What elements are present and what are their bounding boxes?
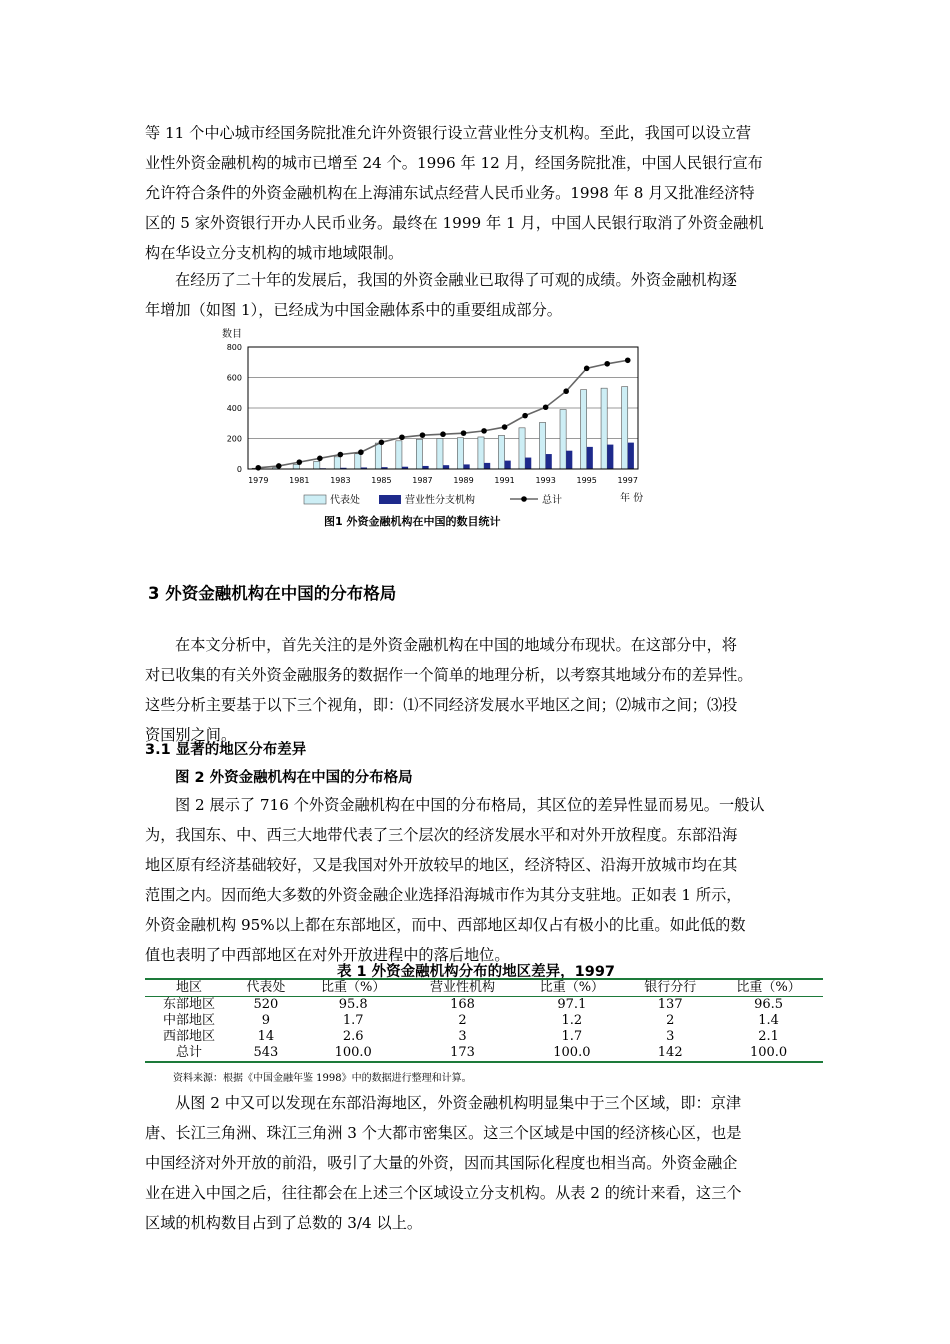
table-cell: 9	[261, 1013, 271, 1028]
chart-x-tick-labels	[248, 476, 638, 485]
chart-x-tick-label: 1979	[248, 476, 269, 485]
chart-y-tick-label: 600	[226, 373, 242, 383]
text-line: 为，我国东、中、西三大地带代表了三个层次的经济发展水平和对外开放程度。东部沿海	[145, 826, 738, 844]
text-line: 这些分析主要基于以下三个视角，即：⑴不同经济发展水平地区之间；⑵城市之间；⑶投	[145, 696, 738, 714]
point-total	[420, 432, 426, 438]
text-line: 图 2 展示了 716 个外资金融机构在中国的分布格局，其区位的差异性显而易见。一般认	[175, 796, 765, 814]
text-line: 年增加（如图 1），已经成为中国金融体系中的重要组成部分。	[145, 301, 562, 319]
table-cell: 95.8	[338, 997, 368, 1012]
legend-label-total: 总计	[542, 495, 562, 506]
point-total	[502, 424, 508, 430]
text-line: 区的 5 家外资银行开办人民币业务。最终在 1999 年 1 月，中国人民银行取消了外资金融机	[145, 214, 764, 232]
chart-x-tick-label: 1995	[576, 476, 597, 485]
point-total	[440, 431, 446, 437]
table-cell: 西部地区	[162, 1029, 215, 1044]
text-line: 外资金融机构 95%以上都在东部地区，而中、西部地区却仅占有极小的比重。如此低的数	[145, 916, 746, 934]
text-line: 在本文分析中，首先关注的是外资金融机构在中国的地域分布现状。在这部分中，将	[175, 636, 737, 654]
table-cell: 142	[626, 1045, 714, 1062]
table-cell: 2	[458, 1013, 467, 1028]
bar-business-branch	[443, 465, 449, 469]
table-header-cell: 比重（%）	[517, 979, 626, 997]
chart-title: 图1 外资金融机构在中国的数目统计	[324, 515, 501, 528]
bar-representative-office	[396, 441, 402, 469]
table-header-cell: 银行分行	[626, 979, 714, 997]
legend-swatch-representative-office	[304, 495, 326, 504]
bar-representative-office	[581, 390, 587, 469]
table-cell: 97.1	[557, 997, 587, 1012]
chart-x-tick-label: 1983	[330, 476, 351, 485]
bar-representative-office	[416, 439, 422, 469]
chart-y-tick-labels	[227, 343, 242, 474]
table-cell: 168	[450, 997, 475, 1012]
bar-representative-office	[601, 388, 607, 469]
bar-business-branch	[587, 447, 593, 469]
point-total	[317, 456, 323, 462]
point-total	[297, 459, 303, 465]
table-row	[145, 1013, 823, 1029]
paragraph-core-regions	[145, 1088, 807, 1238]
chart-x-tick-label: 1997	[617, 476, 638, 485]
chart-legend	[304, 493, 562, 506]
table-cell: 2.1	[758, 1029, 779, 1044]
text-line: 中国经济对外开放的前沿，吸引了大量的外资，因而其国际化程度也相当高。外资金融企	[145, 1154, 738, 1172]
text-line: 范围之内。因而绝大多数的外资金融企业选择沿海城市作为其分支驻地。正如表 1 所示，	[145, 886, 742, 904]
chart-y-tick-label: 400	[226, 404, 242, 413]
bar-business-branch	[484, 463, 490, 469]
bar-business-branch	[525, 458, 531, 469]
point-total	[338, 452, 344, 458]
legend-swatch-total-point	[521, 496, 527, 502]
chart-x-tick-label: 1991	[494, 476, 515, 485]
point-total	[481, 428, 487, 434]
chart-x-tick-label: 1985	[371, 476, 392, 485]
point-total	[522, 413, 528, 419]
point-total	[399, 434, 405, 440]
text-line: 业性外资金融机构的城市已增至 24 个。1996 年 12 月，经国务院批准，中国人民银行宣布	[145, 154, 763, 172]
table-cell: 520	[253, 997, 279, 1012]
table-cell: 173	[408, 1045, 518, 1062]
chart-x-tick-label: 1987	[412, 476, 433, 485]
bar-representative-office	[314, 461, 320, 469]
paragraph-intro	[145, 118, 807, 268]
bar-business-branch	[628, 443, 634, 469]
bar-business-branch	[505, 461, 511, 469]
table-body	[145, 997, 823, 1063]
bar-representative-office	[478, 437, 484, 469]
text-line: 地区原有经济基础较好，又是我国对外开放较早的地区，经济特区、沿海开放城市均在其	[145, 856, 738, 874]
chart-y-axis-label: 数目	[222, 329, 242, 340]
legend-label-business-branch: 营业性分支机构	[405, 495, 475, 506]
bar-representative-office	[498, 435, 504, 469]
table-row	[145, 1045, 823, 1062]
table-cell: 1.7	[561, 1029, 583, 1044]
chart-y-tick-label: 800	[226, 343, 242, 352]
table-cell: 1.2	[561, 1013, 583, 1028]
table-1	[145, 978, 823, 1063]
point-total	[625, 357, 631, 363]
table-row	[145, 997, 823, 1014]
table-cell: 中部地区	[162, 1013, 215, 1028]
chart-bars	[252, 387, 634, 469]
table-row	[145, 1029, 823, 1045]
bar-business-branch	[464, 464, 470, 469]
table-header-cell: 代表处	[233, 979, 299, 997]
point-total	[563, 388, 569, 394]
table-cell: 2	[666, 1013, 675, 1028]
legend-swatch-business-branch	[379, 495, 401, 504]
table-cell: 1.4	[758, 1013, 779, 1028]
text-line: 资国别之间。	[145, 726, 237, 744]
point-total	[543, 404, 549, 410]
text-line: 对已收集的有关外资金融服务的数据作一个简单的地理分析，以考察其地域分布的差异性。	[145, 666, 753, 684]
text-line: 构在华设立分支机构的城市地域限制。	[145, 244, 404, 262]
bar-representative-office	[519, 428, 525, 469]
table-cell: 96.5	[754, 997, 784, 1012]
table-cell: 14	[257, 1029, 275, 1044]
section-heading: 3 外资金融机构在中国的分布格局	[148, 584, 397, 603]
table-header-cell: 营业性机构	[408, 979, 518, 997]
chart-x-tick-label: 1989	[453, 476, 474, 485]
table-cell: 1.7	[342, 1013, 364, 1028]
table-cell: 3	[458, 1029, 467, 1044]
table-1-source: 资料来源：根据《中国金融年鉴 1998》中的数据进行整理和计算。	[173, 1073, 472, 1084]
chart-x-tick-label: 1981	[289, 476, 310, 485]
bar-representative-office	[437, 439, 443, 470]
table-cell: 总计	[145, 1045, 233, 1062]
text-line: 唐、长江三角洲、珠江三角洲 3 个大都市密集区。这三个区域是中国的经济核心区，也是	[145, 1124, 742, 1142]
bar-representative-office	[457, 438, 463, 469]
table-header-cell: 地区	[145, 979, 233, 997]
bar-business-branch	[546, 454, 552, 469]
text-line: 从图 2 中又可以发现在东部沿海地区，外资金融机构明显集中于三个区域，即：京津	[175, 1094, 742, 1112]
table-cell: 2.6	[342, 1029, 364, 1044]
bar-representative-office	[375, 443, 381, 469]
bar-representative-office	[334, 457, 340, 469]
paragraph-achievements	[145, 265, 807, 325]
point-total	[276, 463, 282, 469]
bar-representative-office	[560, 410, 566, 469]
text-line: 等 11 个中心城市经国务院批准允许外资银行设立营业性分支机构。至此，我国可以设立营	[145, 124, 752, 142]
text-line: 在经历了二十年的发展后，我国的外资金融业已取得了可观的成绩。外资金融机构逐	[175, 271, 737, 289]
chart-y-tick-label: 0	[236, 465, 242, 474]
chart-gridlines	[248, 378, 638, 439]
figure-1-chart	[212, 322, 652, 547]
text-line: 允许符合条件的外资金融机构在上海浦东试点经营人民币业务。1998 年 8 月又批准经济特	[145, 184, 755, 202]
point-total	[604, 361, 610, 367]
table-cell: 3	[666, 1029, 675, 1044]
legend-label-representative-office: 代表处	[330, 495, 360, 506]
chart-y-tick-label: 200	[226, 434, 242, 444]
table-cell: 100.0	[517, 1045, 626, 1062]
bar-business-branch	[566, 451, 572, 469]
chart-x-axis-label: 年 份	[620, 493, 644, 504]
point-total	[584, 366, 590, 372]
table-cell: 543	[233, 1045, 299, 1062]
bar-representative-office	[539, 422, 545, 469]
paragraph-analysis-intro	[145, 630, 807, 750]
figure-2-caption: 图 2 外资金融机构在中国的分布格局	[175, 770, 413, 786]
point-total	[461, 430, 467, 436]
bar-representative-office	[293, 464, 299, 469]
table-cell: 137	[657, 997, 683, 1012]
point-total	[379, 440, 385, 446]
table-cell: 100.0	[299, 1045, 408, 1062]
subsection-heading: 3.1 显著的地区分布差异	[145, 742, 307, 758]
bar-business-branch	[607, 445, 613, 469]
paragraph-regional-distribution	[145, 790, 807, 970]
table-cell: 东部地区	[162, 997, 215, 1012]
text-line: 值也表明了中西部地区在对外开放进程中的落后地位。	[145, 946, 510, 964]
point-total	[358, 449, 364, 455]
chart-x-tick-label: 1993	[535, 476, 556, 485]
table-header-row	[145, 979, 823, 997]
point-total	[255, 465, 261, 471]
table-header-cell: 比重（%）	[714, 979, 823, 997]
bar-representative-office	[622, 387, 628, 469]
table-cell: 100.0	[714, 1045, 823, 1062]
table-header-cell: 比重（%）	[299, 979, 408, 997]
bar-representative-office	[355, 454, 361, 469]
text-line: 业在进入中国之后，往往都会在上述三个区域设立分支机构。从表 2 的统计来看，这三个	[145, 1184, 742, 1202]
text-line: 区域的机构数目占到了总数的 3/4 以上。	[145, 1214, 423, 1232]
table-1-title: 表 1 外资金融机构分布的地区差异，1997	[336, 964, 616, 980]
